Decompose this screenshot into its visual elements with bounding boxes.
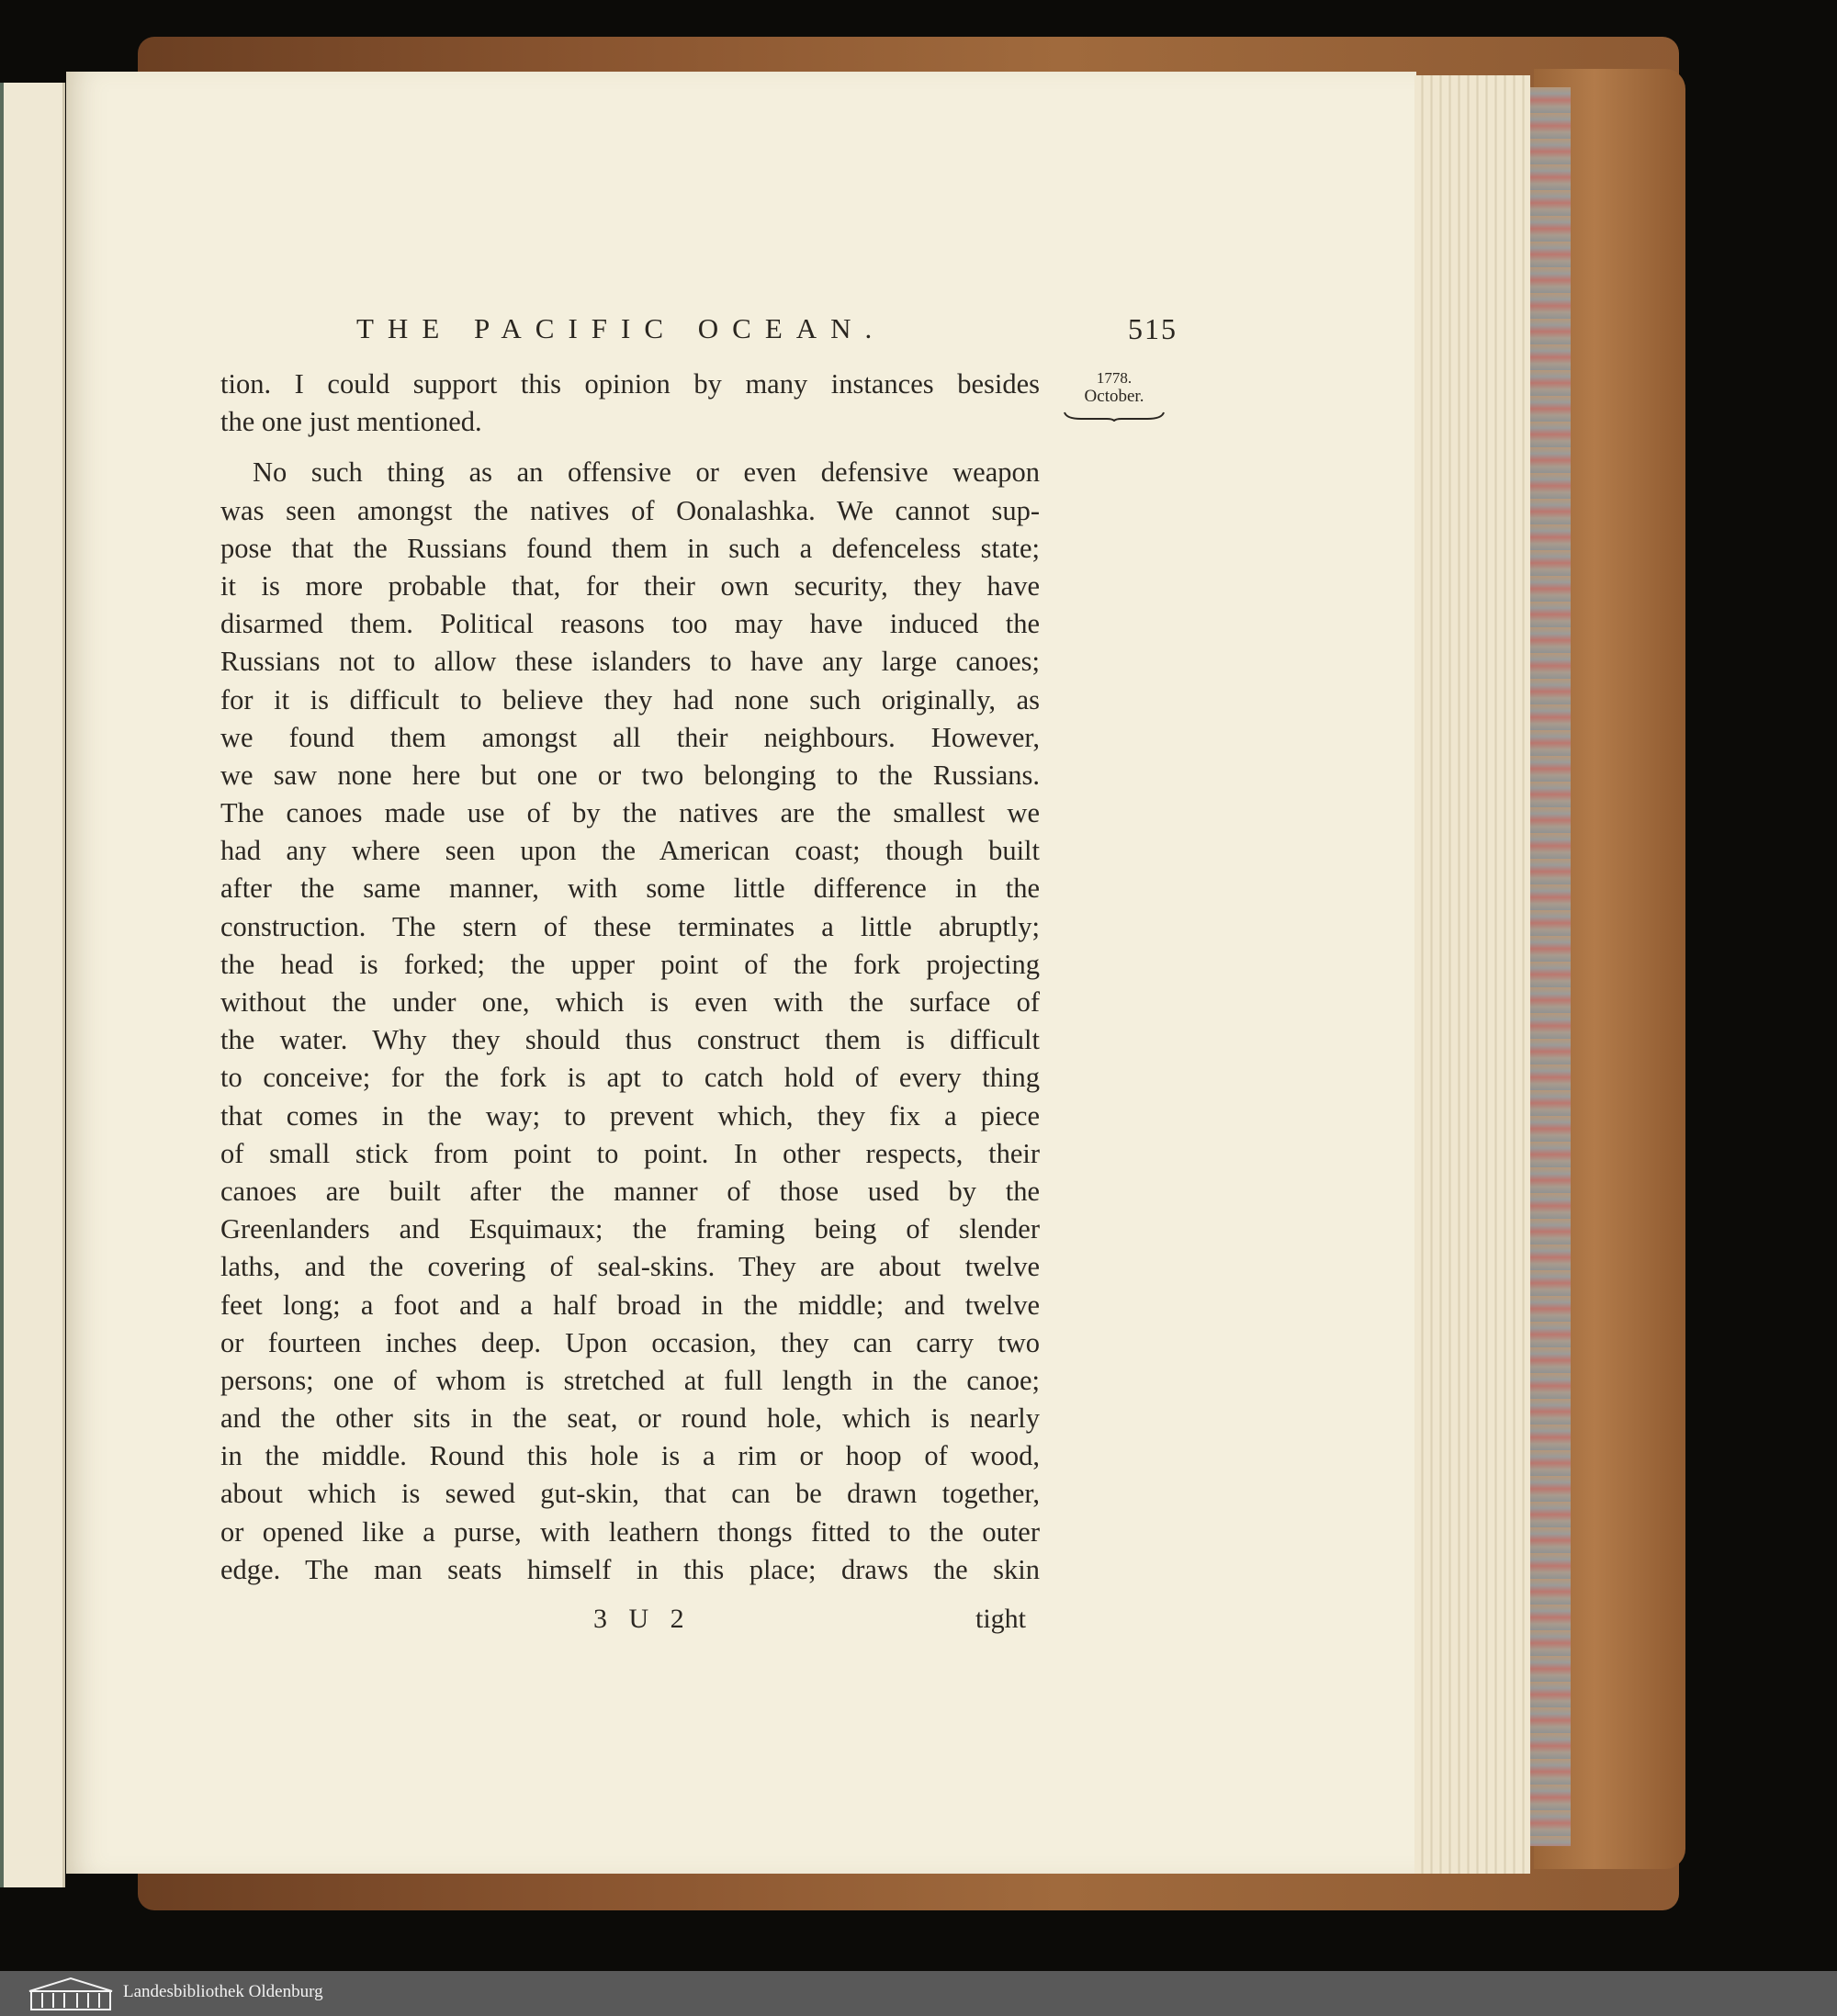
- text-line: for it is difficult to believe they had none such originally, as: [220, 683, 1040, 715]
- text-line: persons; one of whom is stretched at full length in the canoe;: [220, 1364, 1040, 1396]
- page-fore-edge: [1414, 75, 1530, 1874]
- text-line: had any where seen upon the American coast; though built: [220, 835, 1040, 867]
- text-line: about which is sewed gut-skin, that can be drawn together,: [220, 1478, 1040, 1510]
- marbled-endpaper: [1525, 87, 1571, 1846]
- running-head: THE PACIFIC OCEAN.: [356, 312, 886, 344]
- margin-note: [1058, 370, 1170, 422]
- text-line: to conceive; for the fork is apt to catch hold of every thing: [220, 1062, 1040, 1094]
- body-text: [220, 366, 1040, 1589]
- left-page-edge: [0, 83, 65, 1887]
- text-line: or opened like a purse, with leathern thongs fitted to the outer: [220, 1515, 1040, 1548]
- text-line: laths, and the covering of seal-skins. They are about twelve: [220, 1251, 1040, 1283]
- text-line: or fourteen inches deep. Upon occasion, they can carry two: [220, 1326, 1040, 1358]
- text-line: of small stick from point to point. In other respects, their: [220, 1137, 1040, 1169]
- text-line: and the other sits in the seat, or round hole, which is nearly: [220, 1402, 1040, 1435]
- text-line: the head is forked; the upper point of the fork projecting: [220, 948, 1040, 980]
- catchword: tight: [975, 1604, 1027, 1634]
- text-line: the water. Why they should thus construct them is difficult: [220, 1024, 1040, 1056]
- text-line: feet long; a foot and a half broad in the middle; and twelve: [220, 1289, 1040, 1321]
- text-line: No such thing as an offensive or even defensive weapon: [253, 456, 1040, 489]
- text-line: without the under one, which is even with the surface of: [220, 986, 1040, 1018]
- text-line: construction. The stern of these terminates a little abruptly;: [220, 910, 1040, 942]
- text-line: Greenlanders and Esquimaux; the framing being of slender: [220, 1213, 1040, 1245]
- margin-note-year: 1778.: [1096, 369, 1133, 387]
- text-line: Russians not to allow these islanders to have any large canoes;: [220, 646, 1040, 678]
- left-binding: [0, 83, 4, 1887]
- text-line: tion. I could support this opinion by many instances besides: [220, 368, 1040, 400]
- text-line: was seen amongst the natives of Oonalashka. We cannot sup-: [220, 494, 1040, 526]
- signature-mark: 3 U 2: [593, 1604, 692, 1634]
- text-line: edge. The man seats himself in this place; draws the skin: [220, 1553, 1040, 1585]
- margin-note-month: October.: [1084, 387, 1144, 406]
- text-line: pose that the Russians found them in such a defenceless state;: [220, 532, 1040, 564]
- text-line: in the middle. Round this hole is a rim or hoop of wood,: [220, 1440, 1040, 1472]
- text-line: that comes in the way; to prevent which, they fix a piece: [220, 1099, 1040, 1132]
- page-number: 515: [1128, 312, 1178, 345]
- library-building-icon: [26, 1975, 116, 2011]
- footer-library-label: Landesbibliothek Oldenburg: [123, 1982, 323, 2001]
- brace-icon: [1063, 411, 1166, 422]
- text-line: after the same manner, with some little difference in the: [220, 873, 1040, 905]
- text-line: we saw none here but one or two belonging to the Russians.: [220, 759, 1040, 791]
- text-line: The canoes made use of by the natives are the smallest we: [220, 797, 1040, 829]
- text-line: canoes are built after the manner of those used by the: [220, 1175, 1040, 1207]
- text-line: it is more probable that, for their own security, they have: [220, 569, 1040, 602]
- text-line: disarmed them. Political reasons too may have induced the: [220, 608, 1040, 640]
- text-line: we found them amongst all their neighbours. However,: [220, 721, 1040, 753]
- text-line: the one just mentioned.: [220, 406, 482, 438]
